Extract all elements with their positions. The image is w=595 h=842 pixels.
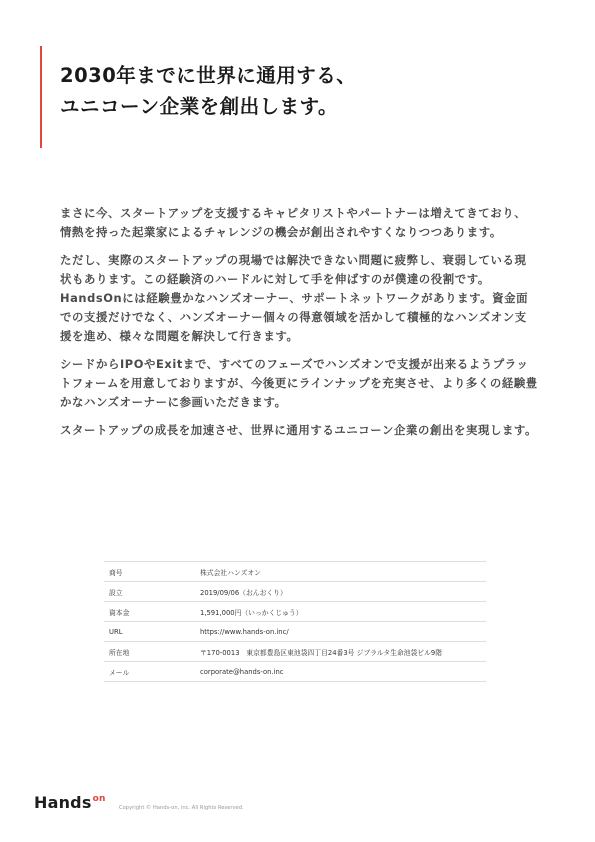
info-value: 〒170-0013 東京都豊島区東池袋四丁目24番3号 ジブラルタ生命池袋ビル9階 xyxy=(195,642,486,662)
logo-main: Hands xyxy=(34,793,92,812)
copyright-text: Copyright © Hands-on, inc. All Rights Reserved. xyxy=(119,805,244,811)
paragraph-3: シードからIPOやExitまで、すべてのフェーズでハンズオンで支援が出来るようプラットフォームを用意しておりますが、今後更にラインナップを充実させ、より多くの経験豊かなハンズオーナーに参画いただきます。 xyxy=(60,357,538,409)
table-row xyxy=(104,562,486,582)
table-row xyxy=(104,662,486,682)
table-row xyxy=(104,582,486,602)
headline xyxy=(60,60,560,122)
info-value: 株式会社ハンズオン xyxy=(195,562,486,582)
paragraph-2: ただし、実際のスタートアップの現場では解決できない問題に疲弊し、衰弱している現状もあります。この経験済のハードルに対して手を伸ばすのが僕達の役割です。HandsOnには経験豊かなハンズオーナー、サポートネットワークがあります。資金面での支援だけでなく、ハンズオーナー個々の得意領域を活かして積極的なハンズオン支援を進め、様々な問題を解決して行きます。 xyxy=(60,253,529,343)
info-value-email[interactable]: corporate@hands-on.inc xyxy=(195,662,486,682)
info-label: 所在地 xyxy=(104,642,195,662)
table-row xyxy=(104,642,486,662)
paragraph-1: まさに今、スタートアップを支援するキャピタリストやパートナーは増えてきており、情熱を持った起業家によるチャレンジの機会が創出されやすくなりつつあります。 xyxy=(60,206,527,239)
info-label: メール xyxy=(104,662,195,682)
body-text xyxy=(60,204,538,449)
info-value: 2019/09/06（おんおくり） xyxy=(195,582,486,602)
paragraph-4: スタートアップの成長を加速させ、世界に通用するユニコーン企業の創出を実現します。 xyxy=(60,423,538,437)
hands-on-logo xyxy=(34,793,105,812)
info-label: URL xyxy=(104,622,195,642)
headline-line-2: ユニコーン企業を創出します。 xyxy=(60,95,339,118)
company-info-table xyxy=(104,561,486,682)
info-label: 設立 xyxy=(104,582,195,602)
info-value-url[interactable]: https://www.hands-on.inc/ xyxy=(195,622,486,642)
table-row xyxy=(104,602,486,622)
logo-sup: on xyxy=(92,794,106,804)
headline-line-1: 2030年までに世界に通用する、 xyxy=(60,64,357,87)
info-label: 資本金 xyxy=(104,602,195,622)
info-label: 商号 xyxy=(104,562,195,582)
info-value: 1,591,000円（いっかくじゅう） xyxy=(195,602,486,622)
accent-bar xyxy=(40,46,42,148)
table-row xyxy=(104,622,486,642)
